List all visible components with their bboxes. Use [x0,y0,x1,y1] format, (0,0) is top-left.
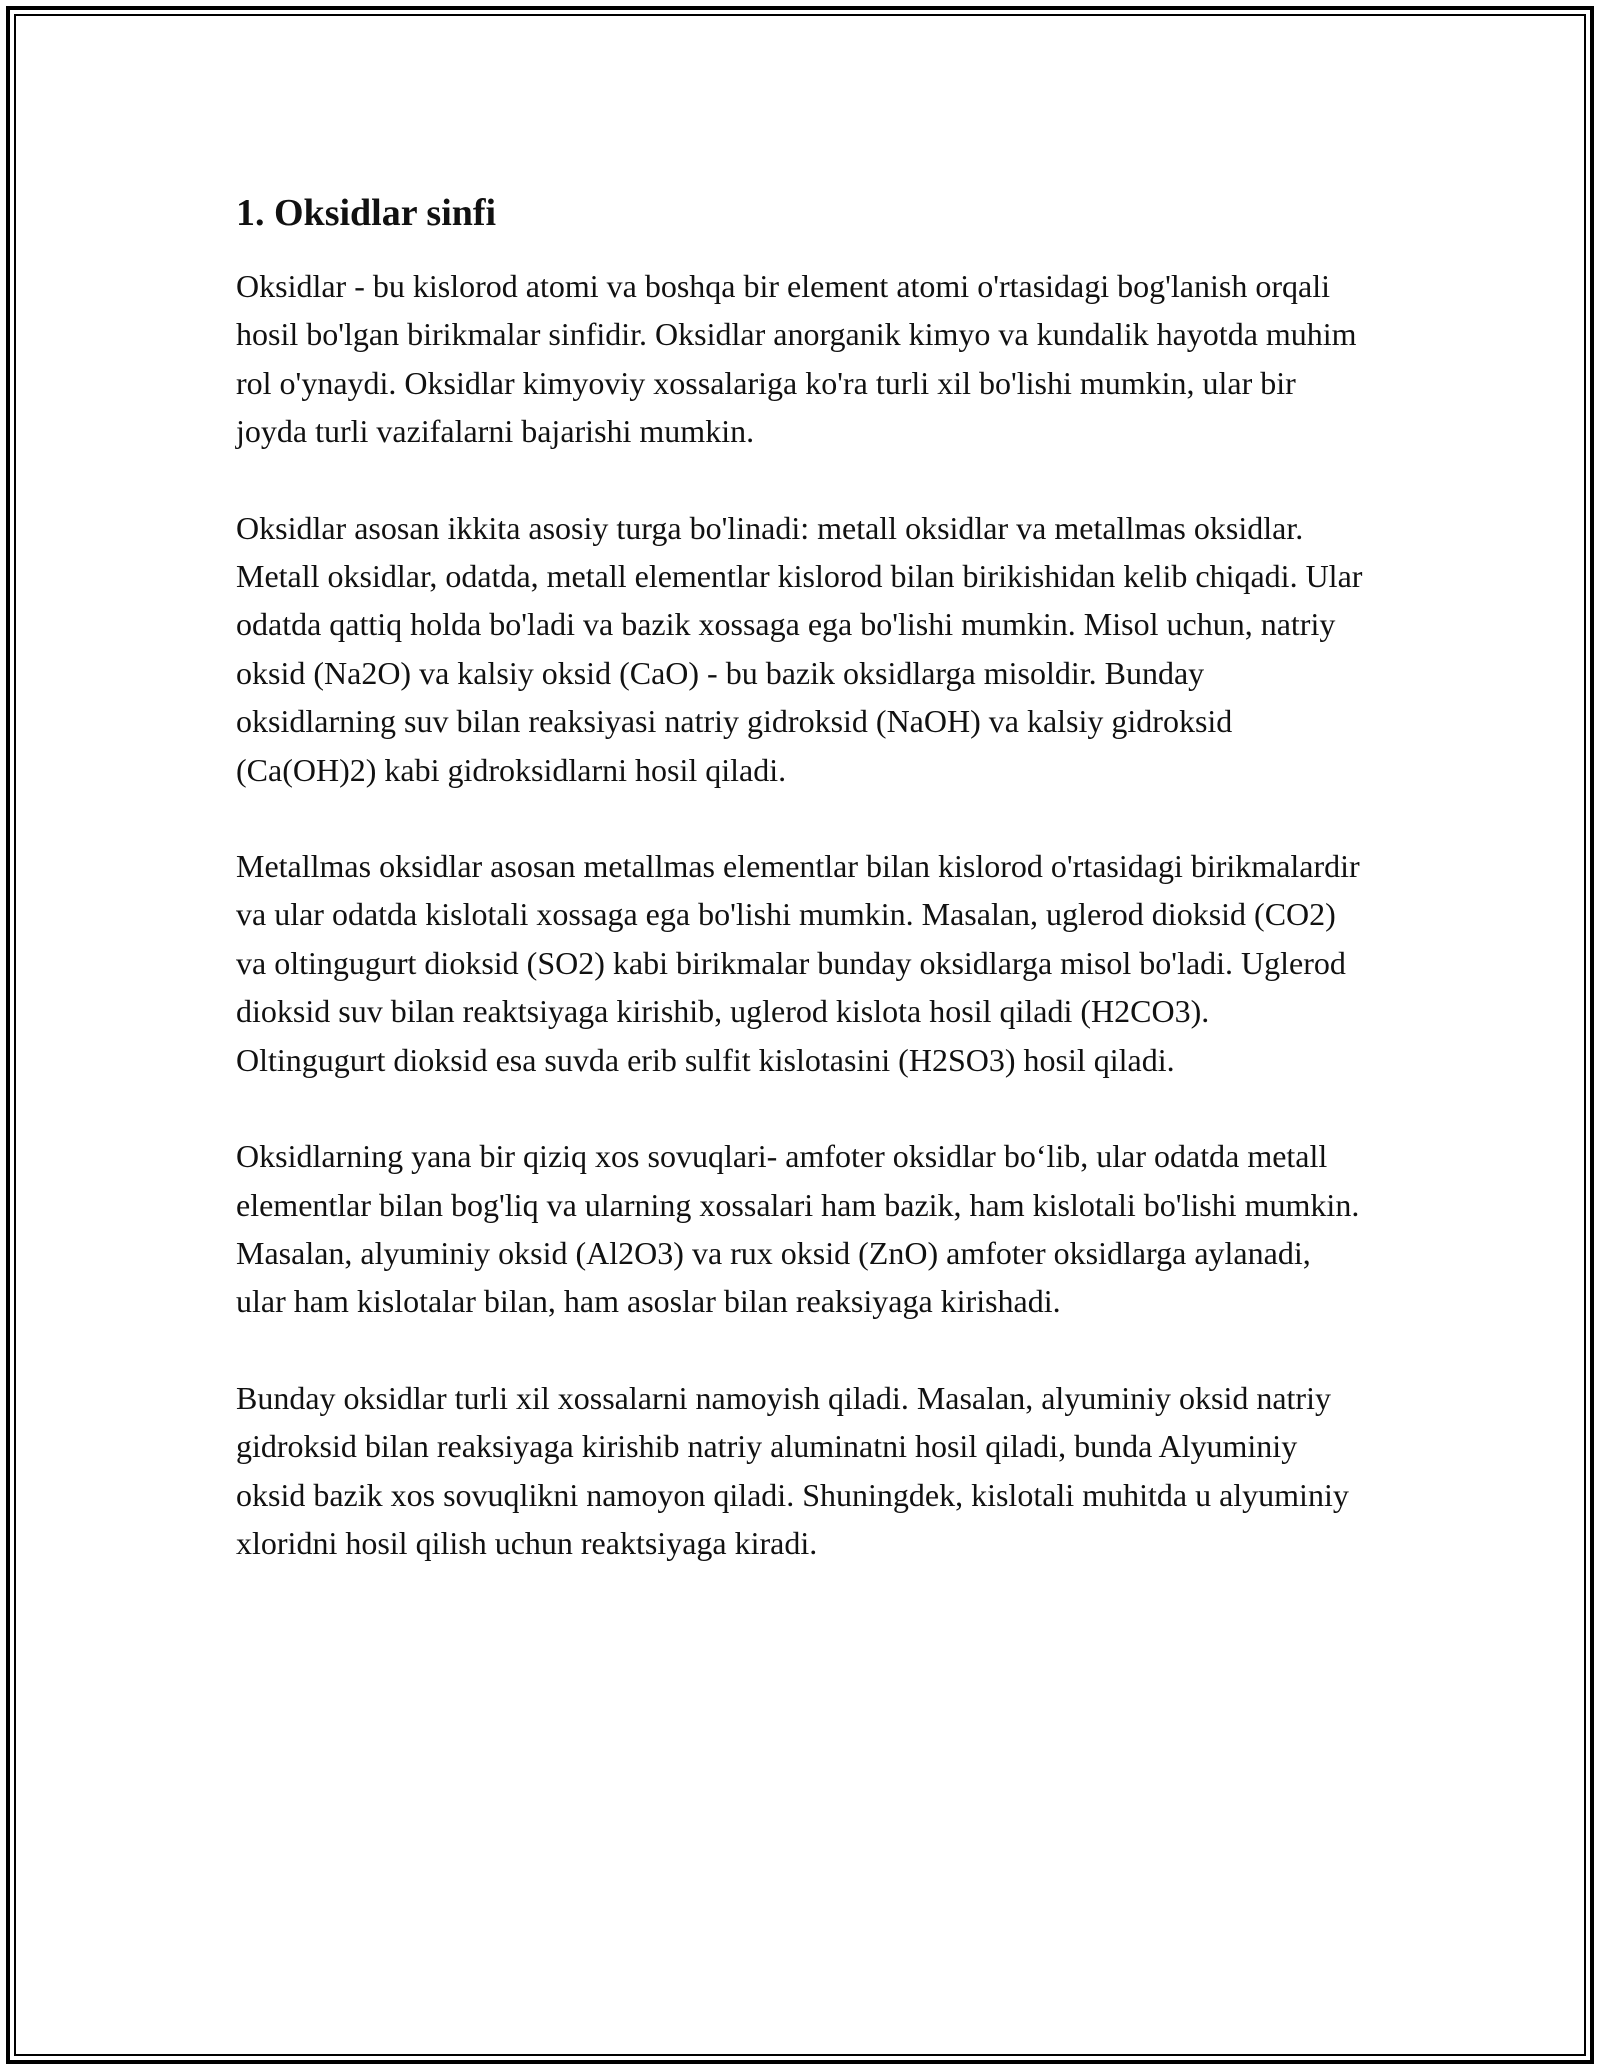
paragraph-aluminium-oxide: Bunday oksidlar turli xil xossalarni namoyish qiladi. Masalan, alyuminiy oksid natriy gidroksid bilan reaksiyaga kirishib natriy aluminatni hosil qiladi, bunda Alyuminiy oksid bazik xos sovuqlikni namoyon qiladi. Shuningdek, kislotali muhitda u alyuminiy xloridni hosil qilish uchun reaktsiyaga kiradi. [236,1379,1349,1561]
paragraph-metal-oxides: Oksidlar asosan ikkita asosiy turga bo'linadi: metall oksidlar va metallmas oksidlar. Metall oksidlar, odatda, metall elementlar kislorod bilan birikishidan kelib chiqadi. Ular odatda qattiq holda bo'ladi va bazik xossaga ega bo'lishi mumkin. Misol uchun, natriy oksid (Na2O) va kalsiy oksid (CaO) - bu bazik oksidlarga misoldir. Bunday oksidlarning suv bilan reaksiyasi natriy gidroksid (NaOH) va kalsiy gidroksid (Ca(OH)2) kabi gidroksidlarni hosil qiladi. [236,509,1363,788]
paragraph-nonmetal-oxides: Metallmas oksidlar asosan metallmas elementlar bilan kislorod o'rtasidagi birikmalardir va ular odatda kislotali xossaga ega bo'lishi mumkin. Masalan, uglerod dioksid (CO2) va oltingugurt dioksid (SO2) kabi birikmalar bunday oksidlarga misol bo'ladi. Uglerod dioksid suv bilan reaktsiyaga kirishib, uglerod kislota hosil qiladi (H2CO3). Oltingugurt dioksid esa suvda erib sulfit kislotasini (H2SO3) hosil qiladi. [236,848,1360,1078]
paragraph-intro: Oksidlar - bu kislorod atomi va boshqa bir element atomi o'rtasidagi bog'lanish orqali hosil bo'lgan birikmalar sinfidir. Oksidlar anorganik kimyo va kundalik hayotda muhim rol o'ynaydi. Oksidlar kimyoviy xossalariga ko'ra turli xil bo'lishi mumkin, ular bir joyda turli vazifalarni bajarishi mumkin. [236,268,1357,450]
document-body [236,188,1366,1615]
paragraph-amphoteric-oxides: Oksidlarning yana bir qiziq xos sovuqlari- amfoter oksidlar bo‘lib, ular odatda metall elementlar bilan bog'liq va ularning xossalari ham bazik, ham kislotali bo'lishi mumkin. Masalan, alyuminiy oksid (Al2O3) va rux oksid (ZnO) amfoter oksidlarga aylanadi, ular ham kislotalar bilan, ham asoslar bilan reaksiyaga kirishadi. [236,1138,1360,1320]
section-title: 1. Oksidlar sinfi [236,192,497,234]
